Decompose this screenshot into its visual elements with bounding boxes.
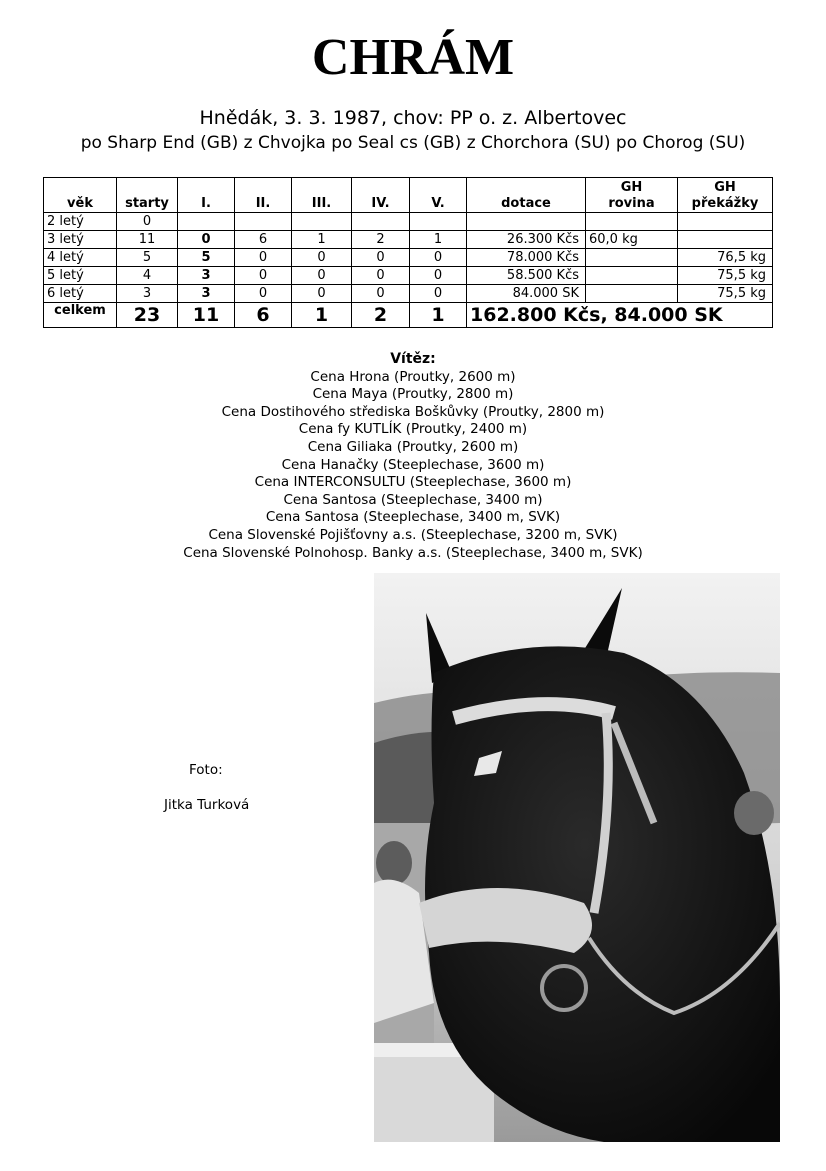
list-item: Cena Slovenské Polnohosp. Banky a.s. (Steeplechase, 3400 m, SVK) [183, 544, 643, 561]
list-item: Cena INTERCONSULTU (Steeplechase, 3600 m) [254, 474, 572, 491]
gh-flat-cell [586, 285, 678, 303]
age-cell: 4 letý [44, 249, 117, 267]
table-body [44, 213, 773, 328]
header-fifth: V. [410, 178, 467, 213]
table-row [44, 231, 773, 249]
wins-heading: Vítěz: [390, 351, 436, 367]
fourth-cell: 0 [352, 285, 410, 303]
third-cell: 0 [292, 249, 352, 267]
first-cell: 3 [178, 285, 235, 303]
fourth-cell: 0 [352, 267, 410, 285]
third-cell: 0 [292, 267, 352, 285]
list-item: Cena Hrona (Proutky, 2600 m) [310, 368, 516, 385]
list-item: Cena Giliaka (Proutky, 2600 m) [307, 438, 519, 455]
starts-cell: 4 [117, 267, 178, 285]
gh-jump-cell: 76,5 kg [678, 249, 773, 267]
second-cell: 6 [235, 231, 292, 249]
fifth-cell: 1 [410, 231, 467, 249]
header-first: I. [178, 178, 235, 213]
prize-cell [467, 213, 586, 231]
header-third: III. [292, 178, 352, 213]
prize-cell: 78.000 Kčs [467, 249, 586, 267]
header-second: II. [235, 178, 292, 213]
first-cell [178, 213, 235, 231]
age-cell: 3 letý [44, 231, 117, 249]
header-age: věk [44, 178, 117, 213]
table-row [44, 267, 773, 285]
first-cell: 5 [178, 249, 235, 267]
header-gh-flat-top: GH [620, 180, 643, 195]
total-first: 11 [178, 303, 235, 328]
total-third: 1 [292, 303, 352, 328]
second-cell: 0 [235, 249, 292, 267]
wins-section [0, 351, 826, 562]
header-starts: starty [117, 178, 178, 213]
header-gh-jump-bottom: překážky [691, 196, 759, 211]
pedigree: po Sharp End (GB) z Chvojka po Seal cs (GB) z Chorchora (SU) po Chorog (SU) [80, 133, 746, 153]
age-cell: 5 letý [44, 267, 117, 285]
table-row [44, 213, 773, 231]
list-item: Cena Dostihového střediska Boškůvky (Proutky, 2800 m) [221, 403, 605, 420]
first-cell: 0 [178, 231, 235, 249]
age-cell: 2 letý [44, 213, 117, 231]
total-starts: 23 [117, 303, 178, 328]
total-fourth: 2 [352, 303, 410, 328]
table-row [44, 249, 773, 267]
gh-jump-cell [678, 213, 773, 231]
fifth-cell: 0 [410, 267, 467, 285]
gh-flat-cell [586, 213, 678, 231]
third-cell [292, 213, 352, 231]
total-second: 6 [235, 303, 292, 328]
gh-flat-cell [586, 267, 678, 285]
starts-cell: 0 [117, 213, 178, 231]
gh-jump-cell: 75,5 kg [678, 285, 773, 303]
list-item: Cena Maya (Proutky, 2800 m) [312, 386, 514, 403]
photo-label: Foto: [189, 762, 223, 778]
header-fourth: IV. [352, 178, 410, 213]
starts-cell: 11 [117, 231, 178, 249]
age-cell: 6 letý [44, 285, 117, 303]
table-header-row [44, 178, 773, 213]
first-cell: 3 [178, 267, 235, 285]
header-gh-jump [678, 178, 773, 213]
fourth-cell: 0 [352, 249, 410, 267]
total-fifth: 1 [410, 303, 467, 328]
list-item: Cena Santosa (Steeplechase, 3400 m, SVK) [265, 509, 561, 526]
header-gh-flat [586, 178, 678, 213]
horse-details: Hnědák, 3. 3. 1987, chov: PP o. z. Albertovec [199, 107, 627, 129]
second-cell [235, 213, 292, 231]
prize-cell: 26.300 Kčs [467, 231, 586, 249]
list-item: Cena Slovenské Pojišťovny a.s. (Steeplechase, 3200 m, SVK) [208, 526, 618, 543]
photo-author: Jitka Turková [164, 797, 250, 813]
gh-flat-cell: 60,0 kg [586, 231, 678, 249]
list-item: Cena fy KUTLÍK (Proutky, 2400 m) [298, 421, 528, 438]
horse-head-photo [374, 573, 780, 1142]
fifth-cell: 0 [410, 285, 467, 303]
race-stats-table [43, 177, 773, 328]
starts-cell: 3 [117, 285, 178, 303]
table-total-row [44, 303, 773, 328]
third-cell: 0 [292, 285, 352, 303]
total-prize: 162.800 Kčs, 84.000 SK [467, 303, 773, 328]
gh-jump-cell [678, 231, 773, 249]
gh-flat-cell [586, 249, 678, 267]
fourth-cell [352, 213, 410, 231]
fifth-cell [410, 213, 467, 231]
header-gh-flat-bottom: rovina [608, 196, 655, 211]
prize-cell: 84.000 SK [467, 285, 586, 303]
third-cell: 1 [292, 231, 352, 249]
second-cell: 0 [235, 285, 292, 303]
gh-jump-cell: 75,5 kg [678, 267, 773, 285]
fourth-cell: 2 [352, 231, 410, 249]
page-title: CHRÁM [311, 29, 515, 86]
wins-list [0, 369, 826, 563]
starts-cell: 5 [117, 249, 178, 267]
list-item: Cena Hanačky (Steeplechase, 3600 m) [281, 456, 545, 473]
fifth-cell: 0 [410, 249, 467, 267]
header-gh-jump-top: GH [714, 180, 736, 195]
list-item: Cena Santosa (Steeplechase, 3400 m) [283, 491, 543, 508]
prize-cell: 58.500 Kčs [467, 267, 586, 285]
header-prize: dotace [467, 178, 586, 213]
total-label: celkem [44, 303, 117, 328]
table-row [44, 285, 773, 303]
second-cell: 0 [235, 267, 292, 285]
